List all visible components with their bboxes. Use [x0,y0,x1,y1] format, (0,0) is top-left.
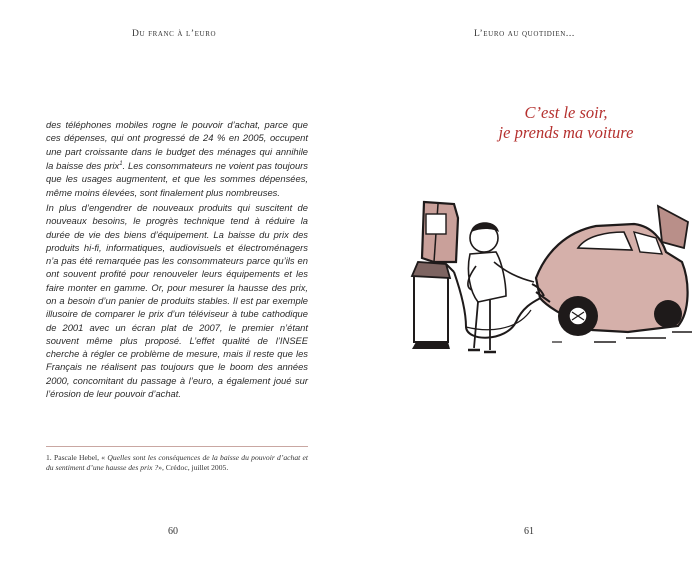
footnote-number: 1. [46,453,52,462]
page-number-right: 61 [524,526,534,537]
car [532,206,688,336]
footnote-divider [46,446,308,447]
chapter-title [446,103,686,143]
footnote [46,453,308,472]
paragraph-1-text: des téléphones mobiles rogne le pouvoir d’achat, parce que ces dépenses, qui ont progressé de 24 % en 2005, occupent une part croissante dans le budget des ménages qui annihile la baisse des prix [46,119,308,172]
footnote-title: Quelles sont les conséquences de la baisse du pouvoir d’achat et du sentiment d’une hausse des prix ? [46,453,308,472]
paragraph-1 [46,118,308,199]
footnote-ref: 1 [119,160,123,167]
body-text [46,118,308,402]
driver-figure [468,222,534,352]
paragraph-1-tail: . Les consommateurs ne voient pas toujours que les usages augmentent, et que les sommes dépensées, même moins élevées, sont finalement plus nombreuses. [46,160,308,198]
running-head-right: L’euro au quotidien... [474,29,575,39]
fuel-pump [412,202,458,349]
chapter-title-line-1: C’est le soir, [524,103,608,122]
paragraph-2: In plus d’engendrer de nouveaux produits qui suscitent de nouveaux besoins, le progrès technique tend à réduire la durée de vie des biens d’équipement. La baisse du prix des produits hi-fi, informatiques, audiovisuels et électroménagers n’a pas été remarquée pas les consommateurs parce qu’ils en ont souvent profité pour renouveler leurs équipements et les faire monter en gamme. Or, pour mesurer la hausse des prix, on a besoin d’un panier de produits stables. Il est par exemple illusoire de comparer le prix d’un téléviseur à tube cathodique de 2001 avec un écran plat de 2007, le premier n’étant souvent même plus proposé. L’effet qualité de l’INSEE cherche à régler ce problème de mesure, mais il reste que les Français ne réalisent pas toujours que le boom des années 2000, concomitant du passage à l’euro, a également joué sur l’érosion de leur pouvoir d’achat. [46,201,308,400]
footnote-tail: », Crédoc, juillet 2005. [158,462,229,472]
page-number-left: 60 [168,526,178,537]
right-page [350,0,700,578]
running-head-left: Du franc à l’euro [132,29,217,39]
chapter-title-line-2: je prends ma voiture [498,123,634,142]
footnote-author: Pascale Hebel, « [53,453,106,462]
illustration-gas-station [366,192,696,372]
